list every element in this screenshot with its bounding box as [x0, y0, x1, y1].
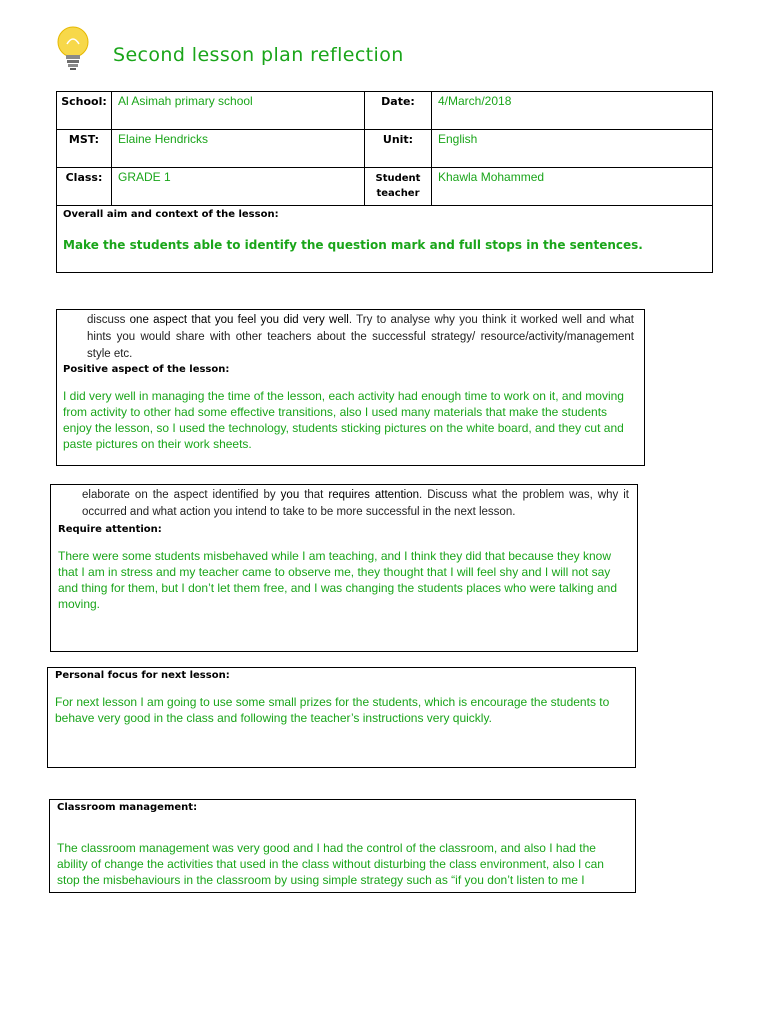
- attention-prompt-you: you: [280, 489, 300, 501]
- class-value: GRADE 1: [112, 168, 365, 206]
- attention-prompt-part2: that: [299, 489, 329, 501]
- personal-focus-box: [47, 667, 636, 768]
- attention-prompt: [58, 487, 629, 521]
- aim-cell: [57, 206, 713, 273]
- positive-prompt-emphasis: one aspect that you feel you did very well: [129, 314, 349, 326]
- attention-text: There were some students misbehaved while I am teaching, and I think they did that because they know that I am in stress and my teacher came to observe me, they thought that I will feel shy and I will not say and thing for them, but I don’t let them free, and I was changing the students places who were talking and moving.: [58, 549, 618, 611]
- student-teacher-label-line2: teacher: [376, 188, 420, 199]
- class-label: Class:: [57, 168, 112, 206]
- student-teacher-label-line1: Student: [375, 173, 421, 184]
- aim-text: Make the students able to identify the question mark and full stops in the sentences.: [63, 238, 643, 252]
- school-label: School:: [57, 92, 112, 130]
- positive-prompt-part1: discuss: [87, 314, 130, 326]
- attention-prompt-part1: elaborate on the aspect identified by: [82, 489, 281, 501]
- positive-aspect-box: [56, 309, 645, 466]
- school-value: Al Asimah primary school: [112, 92, 365, 130]
- management-text: The classroom management was very good and I had the control of the classroom, and also I had the ability of change the activities that used in the class without disturbing the class environment, also I can stop the misbehaviours in the classroom by using simple strategy such as “if you don’t listen to me I: [57, 841, 604, 887]
- positive-prompt-part2: . Try to analyse why you think it worked well and what hints you would share with other teachers about the successful strategy/ resource/activity/management style etc.: [87, 314, 634, 360]
- lesson-info-table: [56, 91, 713, 273]
- require-attention-box: [50, 484, 638, 652]
- mst-value: Elaine Hendricks: [112, 130, 365, 168]
- student-teacher-value: Khawla Mohammed: [432, 168, 713, 206]
- lightbulb-icon: [55, 24, 91, 72]
- attention-prompt-part3: . Discuss what the problem was, why it occurred and what action you intend to take to be more successful in the next lesson.: [82, 489, 629, 518]
- positive-label: Positive aspect of the lesson:: [63, 364, 230, 375]
- date-value: 4/March/2018: [432, 92, 713, 130]
- unit-label: Unit:: [365, 130, 432, 168]
- student-teacher-label: [365, 168, 432, 206]
- mst-label: MST:: [57, 130, 112, 168]
- management-label: Classroom management:: [57, 802, 198, 813]
- positive-prompt: [63, 312, 636, 363]
- unit-value: English: [432, 130, 713, 168]
- date-label: Date:: [365, 92, 432, 130]
- page-title: Second lesson plan reflection: [113, 44, 404, 66]
- focus-text: For next lesson I am going to use some small prizes for the students, which is encourage the students to behave very good in the class and following the teacher’s instructions very quickly.: [55, 695, 610, 725]
- aim-label: Overall aim and context of the lesson:: [63, 209, 279, 220]
- attention-prompt-emphasis: requires attention: [328, 489, 420, 501]
- classroom-management-box: [49, 799, 636, 893]
- focus-label: Personal focus for next lesson:: [55, 670, 230, 681]
- positive-text: I did very well in managing the time of the lesson, each activity had enough time to work on it, and moving from activity to other had some effective transitions, also I used many materials that make the students enjoy the lesson, so I used the technology, students sticking pictures on the white board, and they cut and paste pictures on their work sheets.: [63, 389, 624, 451]
- attention-label: Require attention:: [58, 524, 162, 535]
